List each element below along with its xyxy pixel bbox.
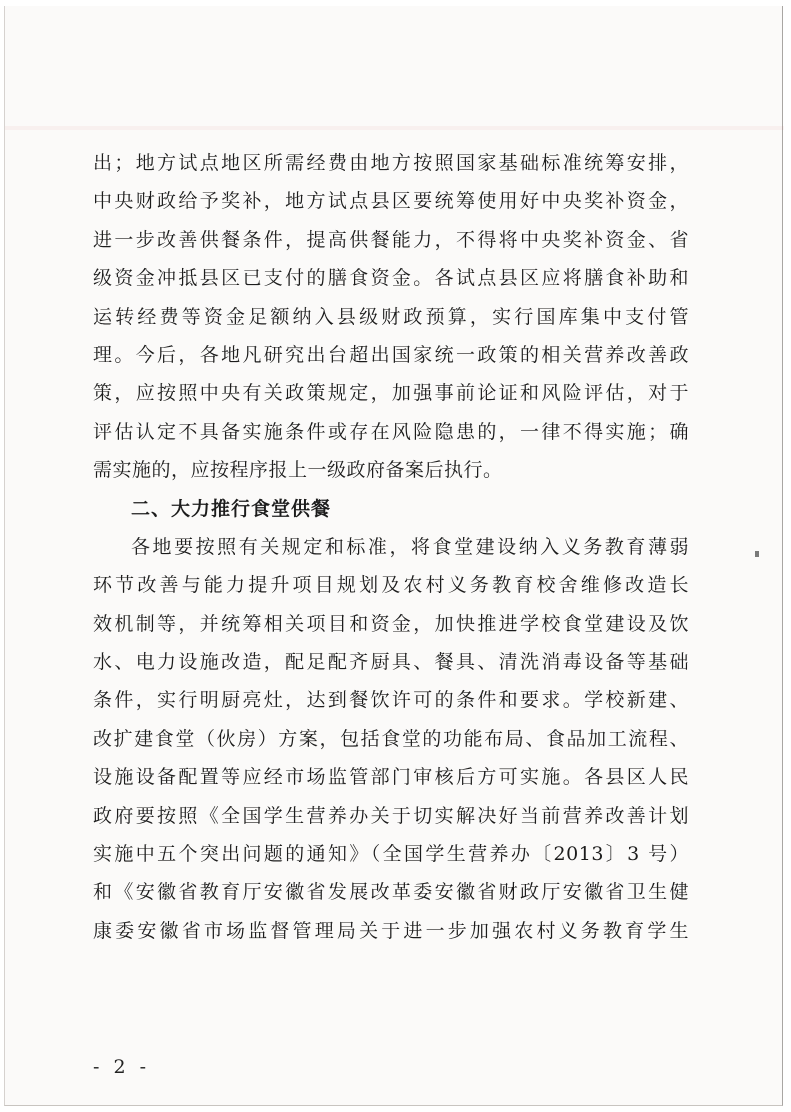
paragraph-line: 效机制等，并统筹相关项目和资金，加快推进学校食堂建设及饮 [93,612,689,635]
paragraph-line: 改扩建食堂（伙房）方案，包括食堂的功能布局、食品加工流程、 [93,727,689,750]
paragraph-line: 进一步改善供餐条件，提高供餐能力，不得将中央奖补资金、省 [93,228,689,251]
paragraph-line: 设施设备配置等应经市场监管部门审核后方可实施。各县区人民 [93,766,689,789]
paragraph-line: 需实施的，应按程序报上一级政府备案后执行。 [93,459,503,482]
paragraph-line: 运转经费等资金足额纳入县级财政预算，实行国库集中支付管 [93,305,689,328]
show-through-mark [5,126,784,130]
scan-speck [755,551,759,557]
paragraph-line: 和《安徽省教育厅安徽省发展改革委安徽省财政厅安徽省卫生健 [93,881,689,904]
paragraph-line: 策，应按照中央有关政策规定，加强事前论证和风险评估，对于 [93,382,689,405]
paragraph-line: 条件，实行明厨亮灶，达到餐饮许可的条件和要求。学校新建、 [93,689,689,712]
paragraph-line: 水、电力设施改造，配足配齐厨具、餐具、清洗消毒设备等基础 [93,651,689,674]
document-page [4,6,783,1106]
paragraph-line: 实施中五个突出问题的通知》（全国学生营养办〔2013〕3 号） [93,843,689,866]
paragraph-line: 中央财政给予奖补，地方试点县区要统筹使用好中央奖补资金， [93,190,689,213]
paragraph-line: 康委安徽省市场监督管理局关于进一步加强农村义务教育学生 [93,919,689,942]
paragraph-line: 出；地方试点地区所需经费由地方按照国家基础标准统筹安排， [93,152,689,174]
document-body [93,144,689,950]
paragraph-line: 评估认定不具备实施条件或存在风险隐患的，一律不得实施；确 [93,420,689,443]
paragraph-line: 各地要按照有关规定和标准，将食堂建设纳入义务教育薄弱 [131,535,689,558]
section-heading: 二、大力推行食堂供餐 [131,497,332,520]
page-number: - 2 - [93,1056,151,1078]
paragraph-line: 级资金冲抵县区已支付的膳食资金。各试点县区应将膳食补助和 [93,267,689,290]
paragraph-line: 理。今后，各地凡研究出台超出国家统一政策的相关营养改善政 [93,343,689,366]
paragraph-line: 环节改善与能力提升项目规划及农村义务教育校舍维修改造长 [93,574,689,597]
paragraph-line: 政府要按照《全国学生营养办关于切实解决好当前营养改善计划 [93,804,689,827]
